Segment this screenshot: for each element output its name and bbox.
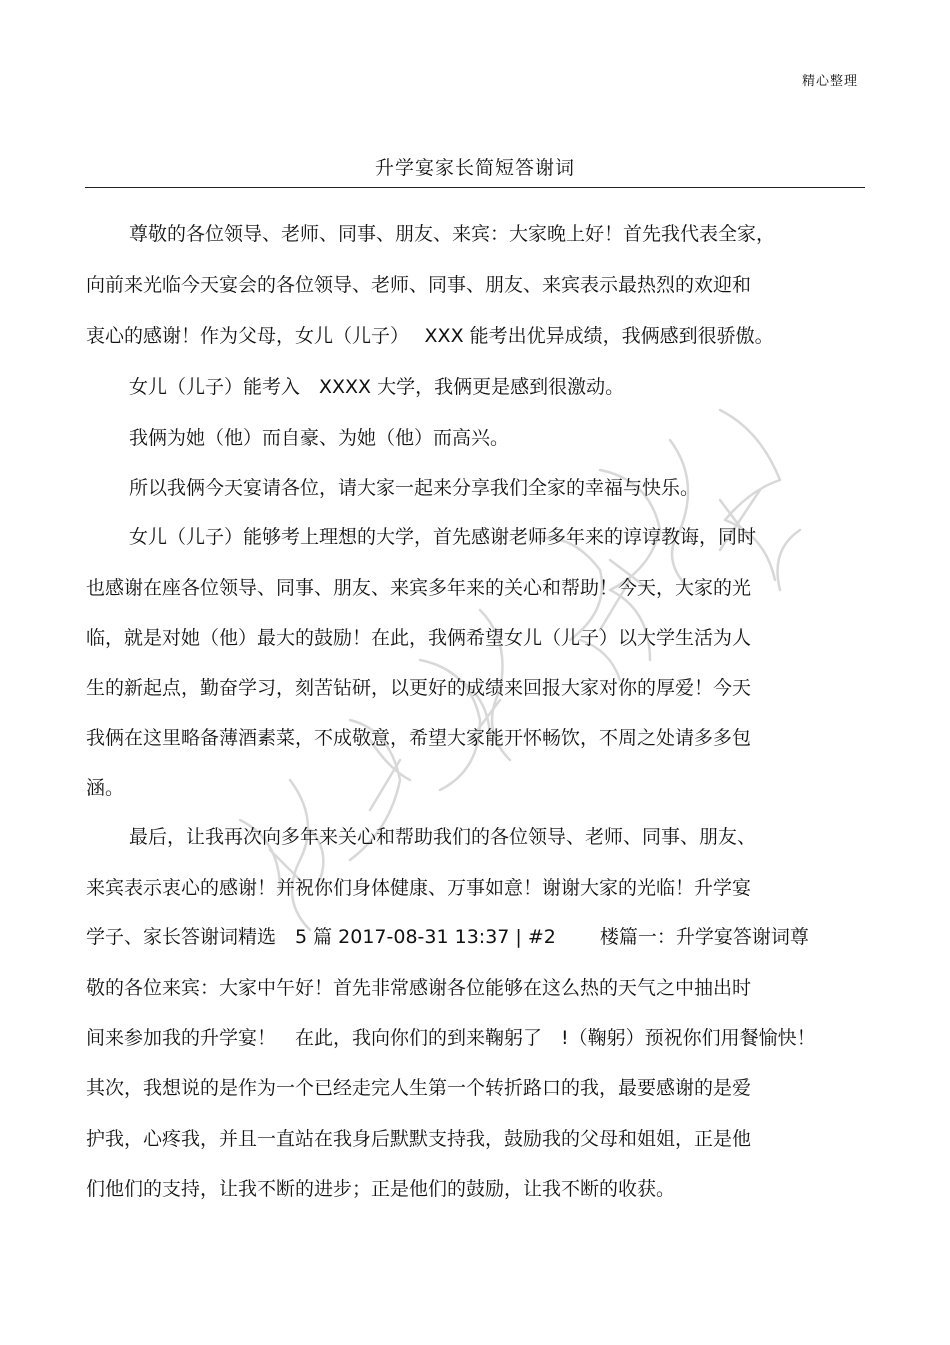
title-underline: [85, 187, 865, 188]
body-line: 间来参加我的升学宴！ 在此，我向你们的到来鞠躬了 !（鞠躬）预祝你们用餐愉快！: [86, 1027, 816, 1049]
body-line: 涵。: [86, 777, 125, 799]
watermark-handwriting: [200, 380, 840, 940]
body-line: 我俩在这里略备薄酒素菜，不成敬意，希望大家能开怀畅饮，不周之处请多多包: [86, 727, 752, 749]
body-line: 们他们的支持，让我不断的进步；正是他们的鼓励，让我不断的收获。: [86, 1178, 676, 1200]
body-line: 所以我俩今天宴请各位，请大家一起来分享我们全家的幸福与快乐。: [129, 477, 700, 499]
body-line: 向前来光临今天宴会的各位领导、老师、同事、朋友、来宾表示最热烈的欢迎和: [86, 274, 752, 296]
body-line: 最后，让我再次向多年来关心和帮助我们的各位领导、老师、同事、朋友、: [129, 826, 757, 848]
body-line: 敬的各位来宾：大家中午好！首先非常感谢各位能够在这么热的天气之中抽出时: [86, 977, 752, 999]
body-line: 护我，心疼我，并且一直站在我身后默默支持我，鼓励我的父母和姐姐，正是他: [86, 1128, 752, 1150]
body-line: 也感谢在座各位领导、同事、朋友、来宾多年来的关心和帮助！今天，大家的光: [86, 577, 752, 599]
body-line: 其次，我想说的是作为一个已经走完人生第一个转折路口的我，最要感谢的是爱: [86, 1077, 752, 1099]
body-line: 生的新起点，勤奋学习，刻苦钻研，以更好的成绩来回报大家对你的厚爱！今天: [86, 677, 752, 699]
body-line: 临，就是对她（他）最大的鼓励！在此，我俩希望女儿（儿子）以大学生活为人: [86, 627, 752, 649]
body-line: 学子、家长答谢词精选 5 篇 2017-08-31 13:37 | #2 楼篇一：升学宴答谢词尊: [86, 926, 809, 948]
header-note: 精心整理: [801, 74, 858, 89]
body-line: 衷心的感谢！作为父母，女儿（儿子） XXX 能考出优异成绩，我俩感到很骄傲。: [86, 325, 774, 347]
body-line: 我俩为她（他）而自豪、为她（他）而高兴。: [129, 427, 510, 449]
body-line: 女儿（儿子）能够考上理想的大学，首先感谢老师多年来的谆谆教诲，同时: [129, 526, 757, 548]
body-line: 来宾表示衷心的感谢！并祝你们身体健康、万事如意！谢谢大家的光临！升学宴: [86, 877, 752, 899]
body-line: 女儿（儿子）能考入 XXXX 大学，我俩更是感到很激动。: [129, 376, 625, 398]
body-line: 尊敬的各位领导、老师、同事、朋友、来宾：大家晚上好！首先我代表全家，: [129, 223, 776, 245]
document-title: 升学宴家长简短答谢词: [374, 157, 575, 179]
